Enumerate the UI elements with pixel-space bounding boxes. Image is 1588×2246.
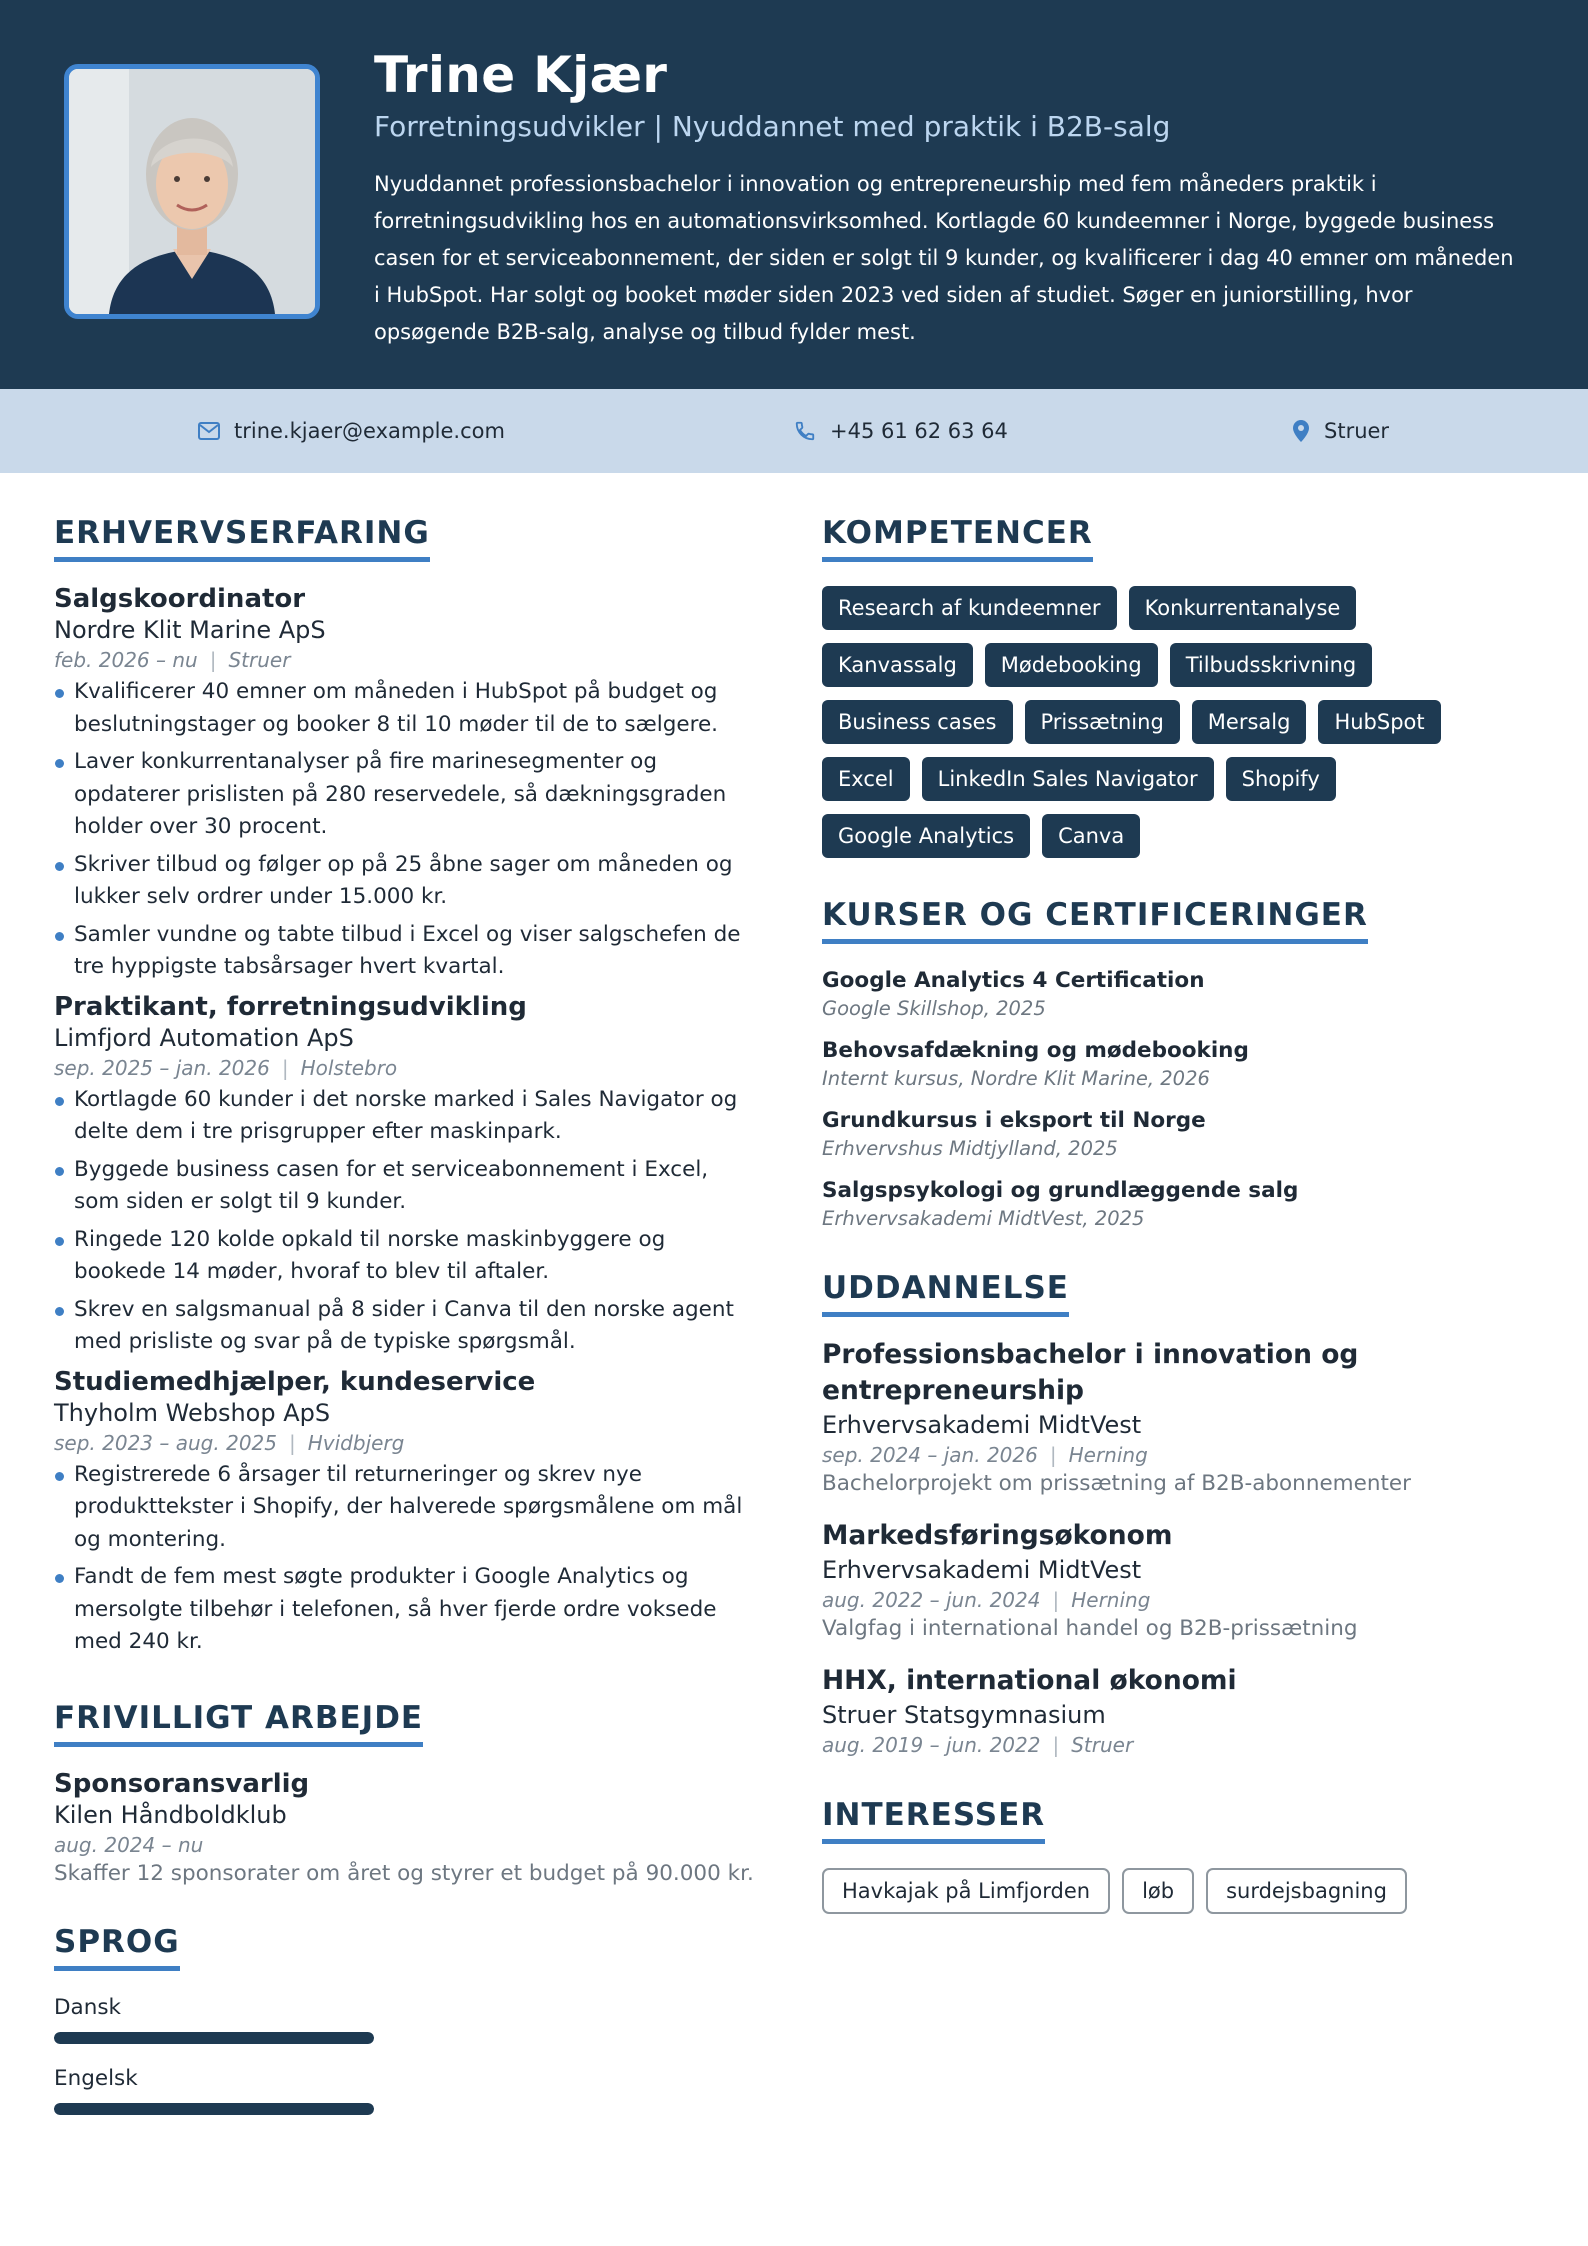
skill-tag: HubSpot bbox=[1318, 700, 1440, 744]
job-title: Praktikant, forretningsudvikling bbox=[54, 991, 527, 1022]
job-meta: feb. 2026 – nu | Struer bbox=[54, 648, 291, 672]
job-company: Limfjord Automation ApS bbox=[54, 1023, 354, 1052]
candidate-headline: Forretningsudvikler | Nyuddannet med praktik i B2B-salg bbox=[374, 110, 1171, 143]
section-title-courses: KURSER OG CERTIFICERINGER bbox=[822, 897, 1368, 944]
job-meta: sep. 2025 – jan. 2026 | Holstebro bbox=[54, 1055, 398, 1080]
section-title-education: UDDANNELSE bbox=[822, 1270, 1069, 1317]
education-location: Herning bbox=[1068, 1443, 1148, 1467]
job-dates: sep. 2023 – aug. 2025 bbox=[54, 1430, 277, 1455]
contact-email[interactable] bbox=[198, 389, 505, 473]
job-meta: sep. 2023 – aug. 2025 | Hvidbjerg bbox=[54, 1430, 405, 1455]
education-school: Erhvervsakademi MidtVest bbox=[822, 1556, 1142, 1584]
job-entry bbox=[54, 992, 754, 1359]
phone-icon bbox=[794, 420, 816, 442]
right-column bbox=[822, 515, 1542, 1914]
education-degree: Professionsbachelor i innovation og entrepreneurship bbox=[822, 1339, 1359, 1406]
job-dates: feb. 2026 – nu bbox=[54, 648, 198, 672]
candidate-name: Trine Kjær bbox=[374, 46, 668, 104]
language-item bbox=[54, 1995, 754, 2044]
volunteer-desc: Skaffer 12 sponsorater om året og styrer et budget på 90.000 kr. bbox=[54, 1860, 754, 1886]
skill-tag: Shopify bbox=[1226, 757, 1336, 801]
education-degree: Markedsføringsøkonom bbox=[822, 1520, 1173, 1551]
volunteer-role: Sponsoransvarlig bbox=[54, 1768, 310, 1799]
education-entry bbox=[822, 1663, 1542, 1757]
education-dates: sep. 2024 – jan. 2026 bbox=[822, 1443, 1038, 1467]
education-school: Struer Statsgymnasium bbox=[822, 1701, 1106, 1729]
job-bullets bbox=[54, 1084, 754, 1359]
phone-text: +45 61 62 63 64 bbox=[830, 419, 1008, 443]
job-company: Thyholm Webshop ApS bbox=[54, 1398, 331, 1427]
education-entry bbox=[822, 1337, 1542, 1496]
language-name: Engelsk bbox=[54, 2065, 138, 2091]
location-text: Struer bbox=[1324, 419, 1390, 443]
contact-location bbox=[1292, 389, 1389, 473]
interest-tag: løb bbox=[1122, 1868, 1194, 1914]
skills-list bbox=[822, 586, 1522, 871]
education-meta: aug. 2019 – jun. 2022 | Struer bbox=[822, 1733, 1134, 1757]
skill-tag: Mødebooking bbox=[985, 643, 1158, 687]
interest-tag: Havkajak på Limfjorden bbox=[822, 1868, 1110, 1914]
job-bullet: Kvalificerer 40 emner om måneden i HubSpot på budget og beslutningstager og booker 8 til 10 møder til de to sælgere. bbox=[54, 676, 754, 741]
education-location: Struer bbox=[1071, 1733, 1134, 1757]
job-entry bbox=[54, 1367, 754, 1659]
education-dates: aug. 2019 – jun. 2022 bbox=[822, 1733, 1041, 1757]
job-bullet: Ringede 120 kolde opkald til norske maskinbyggere og bookede 14 møder, hvoraf to blev til aftaler. bbox=[54, 1224, 754, 1289]
volunteer-org: Kilen Håndboldklub bbox=[54, 1800, 287, 1829]
job-bullet: Kortlagde 60 kunder i det norske marked i Sales Navigator og delte dem i tre prisgrupper efter maskinpark. bbox=[54, 1084, 754, 1149]
education-degree: HHX, international økonomi bbox=[822, 1665, 1237, 1696]
course-name: Salgspsykologi og grundlæggende salg bbox=[822, 1178, 1299, 1203]
course-name: Grundkursus i eksport til Norge bbox=[822, 1108, 1206, 1133]
interest-tag: surdejsbagning bbox=[1206, 1868, 1407, 1914]
education-location: Herning bbox=[1071, 1588, 1151, 1612]
profile-photo bbox=[64, 64, 320, 319]
language-item bbox=[54, 2066, 754, 2115]
contact-bar bbox=[0, 389, 1588, 473]
email-text: trine.kjaer@example.com bbox=[234, 419, 505, 443]
skill-tag: Google Analytics bbox=[822, 814, 1030, 858]
course-item bbox=[822, 1178, 1542, 1230]
job-location: Hvidbjerg bbox=[307, 1430, 405, 1455]
job-bullet: Skrev en salgsmanual på 8 sider i Canva til den norske agent med prisliste og svar på de typiske spørgsmål. bbox=[54, 1294, 754, 1359]
job-company: Nordre Klit Marine ApS bbox=[54, 616, 326, 644]
language-level-track bbox=[54, 2032, 374, 2044]
job-bullet: Registrerede 6 årsager til returneringer og skrev nye produkttekster i Shopify, der halverede spørgsmålene om mål og montering. bbox=[54, 1459, 754, 1557]
skill-tag: Canva bbox=[1042, 814, 1140, 858]
course-item bbox=[822, 1108, 1542, 1160]
contact-phone[interactable] bbox=[794, 389, 1008, 473]
job-entry bbox=[54, 584, 754, 984]
course-name: Behovsafdækning og mødebooking bbox=[822, 1038, 1249, 1063]
skill-tag: Research af kundeemner bbox=[822, 586, 1117, 630]
education-desc: Valgfag i international handel og B2B-prissætning bbox=[822, 1616, 1358, 1641]
language-level-fill bbox=[54, 2103, 374, 2115]
job-location: Struer bbox=[228, 648, 291, 672]
job-bullet: Skriver tilbud og følger op på 25 åbne sager om måneden og lukker selv ordrer under 15.000 kr. bbox=[54, 849, 754, 914]
course-meta: Erhvervshus Midtjylland, 2025 bbox=[822, 1137, 1118, 1160]
section-title-interests: INTERESSER bbox=[822, 1797, 1045, 1844]
course-meta: Google Skillshop, 2025 bbox=[822, 997, 1046, 1020]
course-name: Google Analytics 4 Certification bbox=[822, 968, 1205, 993]
course-meta: Internt kursus, Nordre Klit Marine, 2026 bbox=[822, 1067, 1210, 1090]
volunteer-entry bbox=[54, 1769, 754, 1886]
course-item bbox=[822, 968, 1542, 1020]
skill-tag: LinkedIn Sales Navigator bbox=[922, 757, 1214, 801]
skill-tag: Business cases bbox=[822, 700, 1013, 744]
education-meta: sep. 2024 – jan. 2026 | Herning bbox=[822, 1443, 1148, 1467]
section-title-volunteer: FRIVILLIGT ARBEJDE bbox=[54, 1700, 423, 1747]
job-dates: sep. 2025 – jan. 2026 bbox=[54, 1055, 270, 1080]
job-bullets bbox=[54, 676, 754, 984]
interests-list bbox=[822, 1868, 1542, 1914]
job-title: Salgskoordinator bbox=[54, 584, 306, 614]
course-item bbox=[822, 1038, 1542, 1090]
skill-tag: Tilbudsskrivning bbox=[1170, 643, 1373, 687]
education-dates: aug. 2022 – jun. 2024 bbox=[822, 1588, 1041, 1612]
job-bullet: Fandt de fem mest søgte produkter i Google Analytics og mersolgte tilbehør i telefonen, så hver fjerde ordre voksede med 240 kr. bbox=[54, 1561, 754, 1659]
left-column bbox=[54, 515, 754, 2115]
job-location: Holstebro bbox=[300, 1055, 398, 1080]
language-name: Dansk bbox=[54, 1994, 122, 2020]
education-meta: aug. 2022 – jun. 2024 | Herning bbox=[822, 1588, 1151, 1612]
language-level-fill bbox=[54, 2032, 374, 2044]
location-pin-icon bbox=[1292, 419, 1310, 443]
job-bullet: Samler vundne og tabte tilbud i Excel og viser salgschefen de tre hyppigste tabsårsager hvert kvartal. bbox=[54, 919, 754, 984]
course-meta: Erhvervsakademi MidtVest, 2025 bbox=[822, 1207, 1145, 1230]
section-title-languages: SPROG bbox=[54, 1924, 180, 1971]
language-level-track bbox=[54, 2103, 374, 2115]
skill-tag: Mersalg bbox=[1192, 700, 1307, 744]
job-bullet: Byggede business casen for et serviceabonnement i Excel, som siden er solgt til 9 kunder. bbox=[54, 1154, 754, 1219]
mail-icon bbox=[198, 422, 220, 440]
skill-tag: Prissætning bbox=[1025, 700, 1180, 744]
skill-tag: Konkurrentanalyse bbox=[1129, 586, 1357, 630]
education-desc: Bachelorprojekt om prissætning af B2B-abonnementer bbox=[822, 1471, 1411, 1496]
skill-tag: Kanvassalg bbox=[822, 643, 973, 687]
education-school: Erhvervsakademi MidtVest bbox=[822, 1411, 1142, 1439]
section-title-experience: ERHVERVSERFARING bbox=[54, 515, 430, 562]
job-title: Studiemedhjælper, kundeservice bbox=[54, 1366, 536, 1397]
skill-tag: Excel bbox=[822, 757, 910, 801]
header-banner bbox=[0, 0, 1588, 389]
profile-photo-illustration bbox=[69, 69, 315, 314]
education-entry bbox=[822, 1518, 1542, 1641]
volunteer-dates: aug. 2024 – nu bbox=[54, 1832, 204, 1857]
section-title-skills: KOMPETENCER bbox=[822, 515, 1093, 562]
job-bullet: Laver konkurrentanalyser på fire marinesegmenter og opdaterer prislisten på 280 reservedele, så dækningsgraden holder over 30 procent. bbox=[54, 746, 754, 844]
profile-summary: Nyuddannet professionsbachelor i innovation og entrepreneurship med fem måneders praktik i forretningsudvikling hos en automationsvirksomhed. Kortlagde 60 kundeemner i Norge, byggede business casen for et serviceabonnement, der siden er solgt til 9 kunder, og kvalificerer i dag 40 emner om måneden i HubSpot. Har solgt og booket møder siden 2023 ved siden af studiet. Søger en juniorstilling, hvor opsøgende B2B-salg, analyse og tilbud fylder mest. bbox=[374, 172, 1514, 344]
job-bullets bbox=[54, 1459, 754, 1659]
